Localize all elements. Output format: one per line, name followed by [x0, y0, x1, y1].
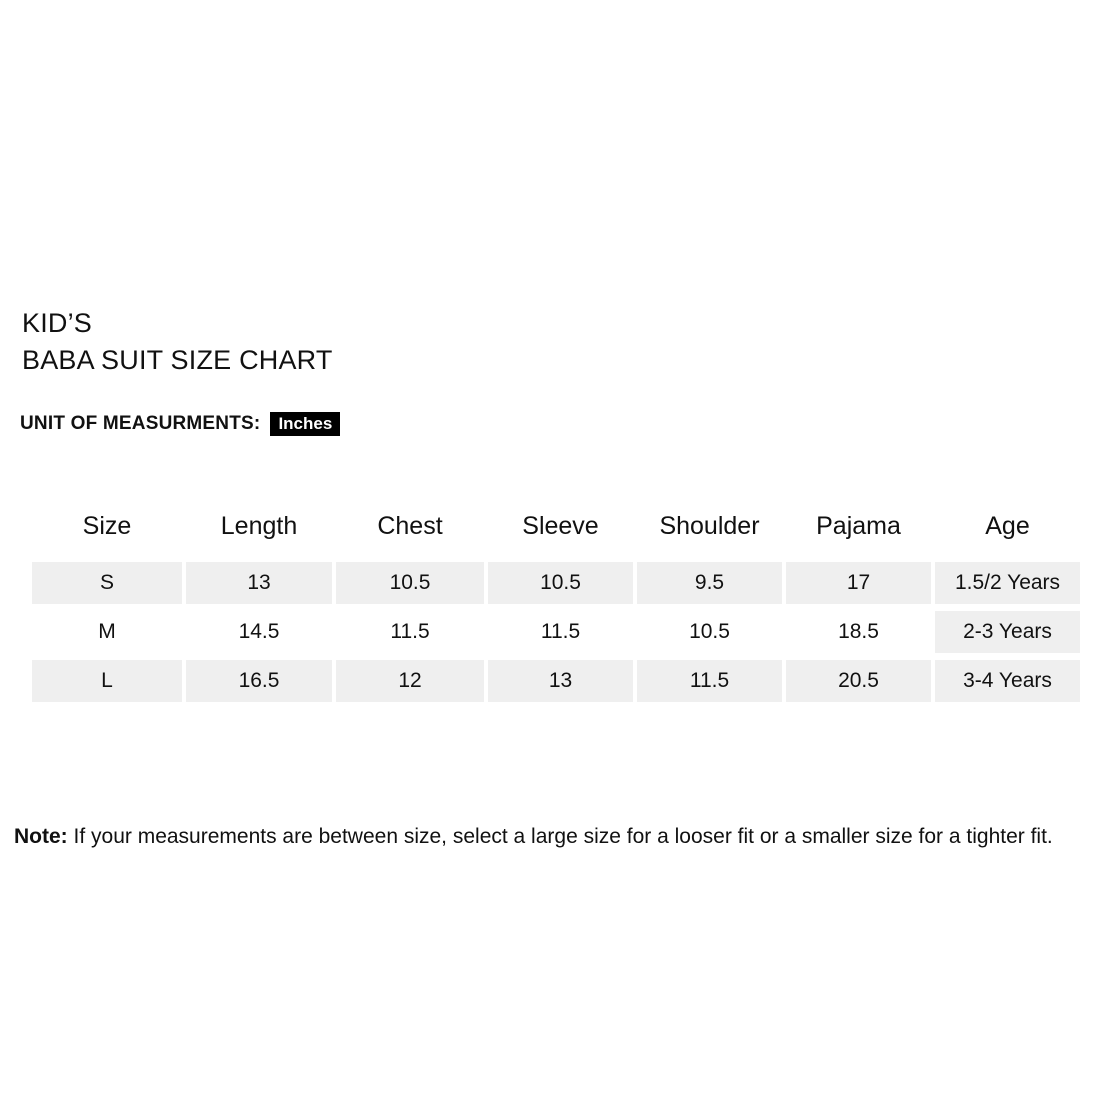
size-table-container	[28, 505, 1072, 709]
cell-chest: 12	[336, 660, 484, 702]
cell-age: 2-3 Years	[935, 611, 1080, 653]
note-text	[14, 822, 1089, 851]
cell-shoulder: 9.5	[637, 562, 782, 604]
note-label: Note:	[14, 825, 68, 848]
title-line-1: KID’S	[22, 308, 93, 338]
cell-shoulder: 11.5	[637, 660, 782, 702]
cell-age: 3-4 Years	[935, 660, 1080, 702]
column-header-age: Age	[985, 512, 1030, 540]
cell-chest: 10.5	[336, 562, 484, 604]
cell-chest: 11.5	[390, 620, 430, 643]
column-header-pajama: Pajama	[816, 512, 901, 540]
unit-of-measurements-label: UNIT OF MEASURMENTS:	[20, 413, 261, 434]
cell-shoulder: 10.5	[689, 620, 730, 643]
cell-length: 16.5	[186, 660, 332, 702]
cell-length: 13	[186, 562, 332, 604]
unit-of-measurements-value: Inches	[270, 412, 340, 436]
cell-size: M	[98, 620, 116, 643]
cell-pajama: 17	[786, 562, 931, 604]
cell-age: 1.5/2 Years	[935, 562, 1080, 604]
cell-size: L	[32, 660, 182, 702]
column-header-size: Size	[82, 512, 132, 540]
cell-sleeve: 13	[488, 660, 633, 702]
note-body: If your measurements are between size, select a large size for a looser fit or a smaller size for a tighter fit.	[67, 825, 1053, 848]
column-header-shoulder: Shoulder	[659, 512, 760, 540]
cell-pajama: 20.5	[786, 660, 931, 702]
table-row	[32, 562, 1080, 604]
table-header-row	[32, 512, 1080, 555]
cell-size: S	[32, 562, 182, 604]
title-line-2: BABA SUIT SIZE CHART	[22, 345, 333, 375]
column-header-chest: Chest	[377, 512, 443, 540]
column-header-sleeve: Sleeve	[522, 512, 599, 540]
table-row	[32, 611, 1080, 653]
unit-of-measurements-row	[20, 412, 340, 436]
cell-sleeve: 10.5	[488, 562, 633, 604]
page-title	[22, 305, 722, 379]
cell-length: 14.5	[238, 620, 280, 643]
cell-sleeve: 11.5	[540, 620, 581, 643]
table-row	[32, 660, 1080, 702]
column-header-length: Length	[220, 512, 298, 540]
size-table	[28, 505, 1084, 709]
cell-pajama: 18.5	[838, 620, 879, 643]
